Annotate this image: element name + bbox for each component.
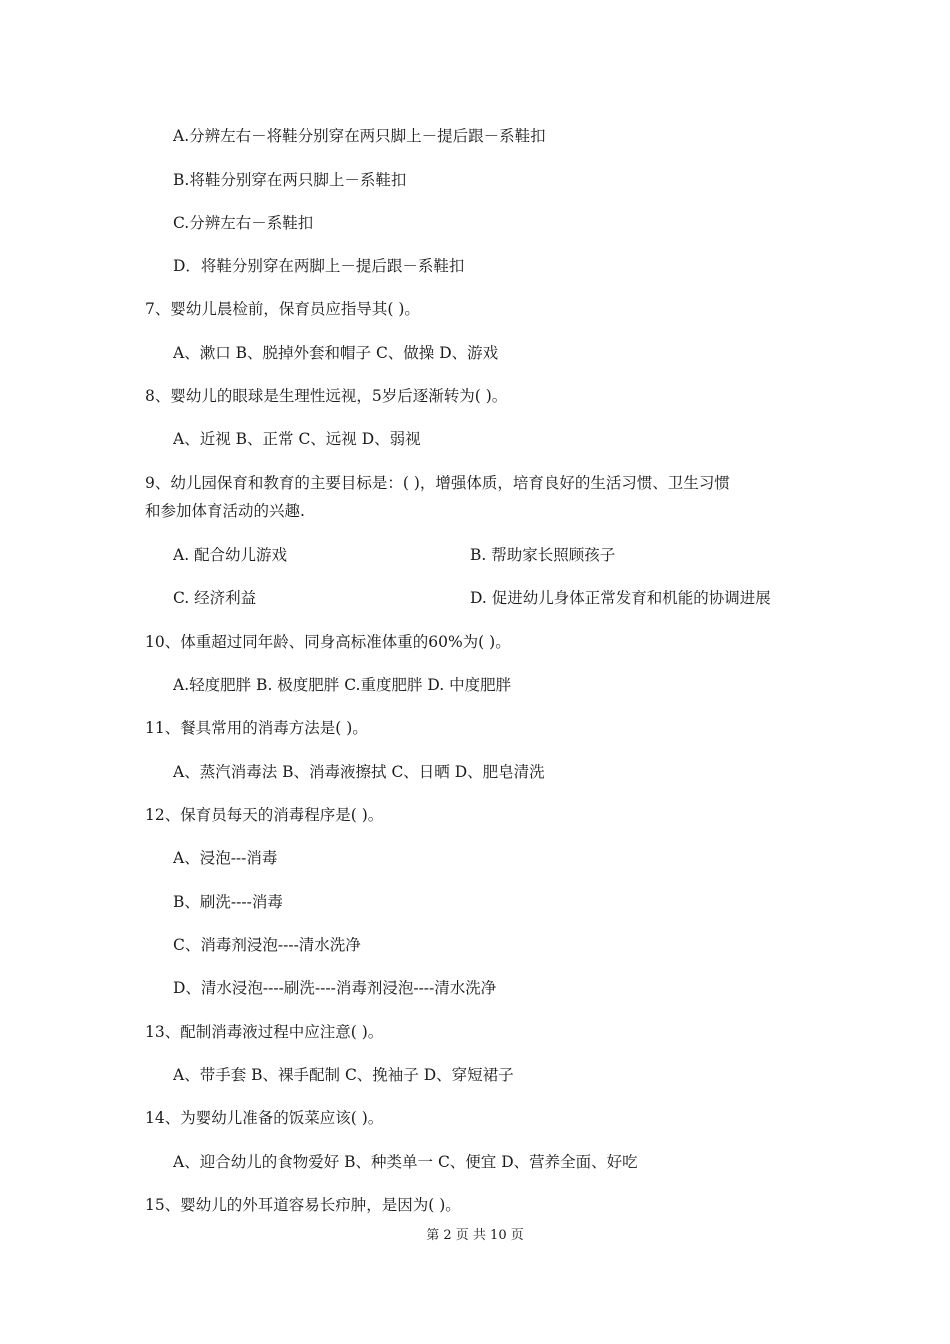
q10-options: A.轻度肥胖 B. 极度肥胖 C.重度肥胖 D. 中度肥胖 — [173, 676, 512, 694]
q8-options: A、近视 B、正常 C、远视 D、弱视 — [173, 430, 421, 448]
q12-option-a: A、浸泡---消毒 — [173, 849, 278, 867]
q14-question: 14、为婴幼儿准备的饭菜应该( )。 — [145, 1109, 384, 1127]
q12-option-d: D、清水浸泡----刷洗----消毒剂浸泡----清水洗净 — [173, 979, 497, 997]
q6-option-b: B.将鞋分别穿在两只脚上－系鞋扣 — [173, 171, 407, 189]
q10-question: 10、体重超过同年龄、同身高标准体重的60%为( )。 — [145, 633, 511, 651]
q15-question: 15、婴幼儿的外耳道容易长疖肿，是因为( )。 — [145, 1196, 461, 1214]
q9-option-a: A. 配合幼儿游戏 — [173, 546, 288, 564]
q12-option-b: B、刷洗----消毒 — [173, 893, 283, 911]
page-footer: 第 2 页 共 10 页 — [426, 1228, 524, 1243]
q6-option-a: A.分辨左右－将鞋分别穿在两只脚上－提后跟－系鞋扣 — [173, 127, 546, 145]
q9-option-d: D. 促进幼儿身体正常发育和机能的协调进展 — [470, 589, 771, 607]
q11-options: A、蒸汽消毒法 B、消毒液擦拭 C、日晒 D、肥皂清洗 — [173, 763, 545, 781]
q9-option-c: C. 经济利益 — [173, 589, 257, 607]
q8-question: 8、婴幼儿的眼球是生理性远视，5岁后逐渐转为( )。 — [145, 387, 508, 405]
q13-options: A、带手套 B、裸手配制 C、挽袖子 D、穿短裙子 — [173, 1066, 514, 1084]
q6-option-d: D．将鞋分别穿在两脚上－提后跟－系鞋扣 — [173, 257, 465, 275]
q6-option-c: C.分辨左右－系鞋扣 — [173, 214, 314, 232]
q13-question: 13、配制消毒液过程中应注意( )。 — [145, 1023, 384, 1041]
q9-question-line1: 9、幼儿园保育和教育的主要目标是：( )，增强体质，培育良好的生活习惯、卫生习惯 — [145, 474, 730, 492]
q12-option-c: C、消毒剂浸泡----清水洗净 — [173, 936, 361, 954]
q14-options: A、迎合幼儿的食物爱好 B、种类单一 C、便宜 D、营养全面、好吃 — [173, 1153, 638, 1171]
q9-question-line2: 和参加体育活动的兴趣. — [145, 502, 305, 520]
q11-question: 11、餐具常用的消毒方法是( )。 — [145, 719, 368, 737]
q7-question: 7、婴幼儿晨检前，保育员应指导其( )。 — [145, 300, 420, 318]
q12-question: 12、保育员每天的消毒程序是( )。 — [145, 806, 384, 824]
q9-option-b: B. 帮助家长照顾孩子 — [470, 546, 616, 564]
q7-options: A、漱口 B、脱掉外套和帽子 C、做操 D、游戏 — [173, 344, 499, 362]
